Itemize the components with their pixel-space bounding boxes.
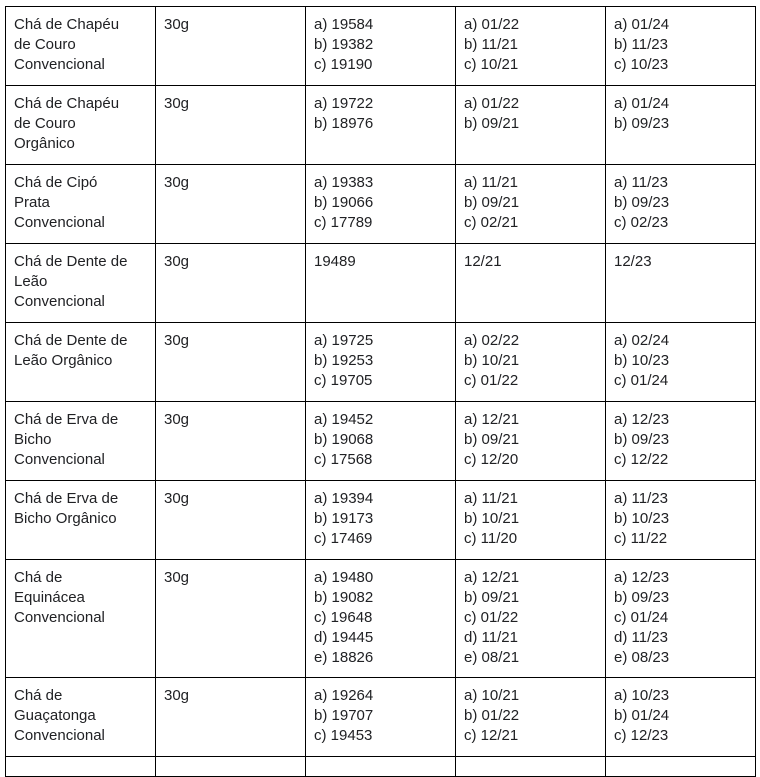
- cell-line: b) 01/22: [464, 707, 520, 724]
- cell-line: a) 19480: [314, 569, 374, 586]
- cell-line: c) 02/21: [464, 214, 519, 231]
- cell-line: b) 09/21: [464, 589, 520, 606]
- cell-line: b) 09/21: [464, 115, 520, 132]
- cell-line: 30g: [164, 16, 190, 33]
- cell-line: b) 19068: [314, 431, 374, 448]
- cell-line: b) 19382: [314, 36, 374, 53]
- cell-line: c) 02/23: [614, 214, 669, 231]
- cell-line: c) 17469: [314, 530, 373, 547]
- cell-line: c) 12/21: [464, 727, 519, 744]
- cell-line: b) 11/21: [464, 36, 518, 53]
- cell-line: a) 19722: [314, 95, 374, 112]
- cell-line: Prata: [14, 194, 50, 211]
- cell-line: c) 19705: [314, 372, 373, 389]
- cell-line: Bicho Orgânico: [14, 510, 117, 527]
- table-row: [6, 165, 756, 244]
- expiry-date-cell: [606, 481, 756, 560]
- cell-line: 30g: [164, 411, 190, 428]
- manufacture-date-cell: [456, 481, 606, 560]
- cell-line: Chá de Dente de: [14, 253, 128, 270]
- table-row: [6, 560, 756, 678]
- lot-numbers-cell: [306, 7, 456, 86]
- cell-line: c) 12/20: [464, 451, 519, 468]
- cell-line: a) 19452: [314, 411, 374, 428]
- manufacture-date-cell: [456, 323, 606, 402]
- expiry-date-cell: [606, 244, 756, 323]
- cell-line: c) 11/20: [464, 530, 518, 547]
- cell-line: c) 12/22: [614, 451, 669, 468]
- cell-line: a) 01/24: [614, 16, 670, 33]
- cell-line: 30g: [164, 95, 190, 112]
- manufacture-date-cell: [456, 402, 606, 481]
- cell-line: b) 01/24: [614, 707, 670, 724]
- product-name-cell: [6, 165, 156, 244]
- cell-line: b) 09/23: [614, 115, 670, 132]
- cell-line: a) 02/24: [614, 332, 670, 349]
- weight-cell: [156, 678, 306, 757]
- cell-line: Guaçatonga: [14, 707, 96, 724]
- cell-line: b) 18976: [314, 115, 374, 132]
- cell-line: c) 10/21: [464, 56, 519, 73]
- cell-line: b) 09/21: [464, 194, 520, 211]
- cell-line: a) 12/21: [464, 569, 520, 586]
- lot-numbers-cell: [306, 244, 456, 323]
- product-lot-table: [5, 6, 756, 777]
- weight-cell: [156, 244, 306, 323]
- lot-numbers-cell: [306, 560, 456, 678]
- cell-line: Equinácea: [14, 589, 85, 606]
- cell-line: a) 01/24: [614, 95, 670, 112]
- cell-line: 30g: [164, 490, 190, 507]
- cell-line: c) 19648: [314, 609, 373, 626]
- weight-cell: [156, 323, 306, 402]
- product-name-cell: [6, 244, 156, 323]
- manufacture-date-cell: [456, 165, 606, 244]
- table-row: [6, 244, 756, 323]
- cell-line: a) 12/23: [614, 569, 670, 586]
- product-name-cell: [6, 560, 156, 678]
- cell-line: b) 09/23: [614, 194, 670, 211]
- cell-line: 30g: [164, 332, 190, 349]
- cell-line: de Couro: [14, 36, 76, 53]
- product-name-cell: [6, 481, 156, 560]
- cell-line: b) 19253: [314, 352, 374, 369]
- cell-line: 30g: [164, 174, 190, 191]
- cell-line: c) 01/22: [464, 609, 519, 626]
- table-row: [6, 402, 756, 481]
- cell-line: a) 11/21: [464, 490, 518, 507]
- cell-line: c) 17789: [314, 214, 373, 231]
- table-row: [6, 323, 756, 402]
- lot-numbers-cell: [306, 165, 456, 244]
- cell-line: a) 11/23: [614, 174, 668, 191]
- cell-line: Chá de Cipó: [14, 174, 98, 191]
- cell-line: c) 01/24: [614, 609, 669, 626]
- cell-line: b) 19707: [314, 707, 374, 724]
- cell-line: a) 19383: [314, 174, 374, 191]
- cell-line: 19489: [314, 253, 356, 270]
- weight-cell: [156, 86, 306, 165]
- cell-line: b) 10/23: [614, 510, 670, 527]
- cell-line: b) 10/21: [464, 352, 520, 369]
- cell-line: c) 01/24: [614, 372, 669, 389]
- product-name-cell: [6, 7, 156, 86]
- cell-line: 30g: [164, 569, 190, 586]
- expiry-date-cell: [606, 7, 756, 86]
- cell-line: Chá de: [14, 687, 63, 704]
- cell-line: Convencional: [14, 727, 105, 744]
- lot-numbers-cell: [306, 481, 456, 560]
- lot-numbers-cell: [306, 86, 456, 165]
- product-name-cell: [6, 86, 156, 165]
- cell-line: Leão Orgânico: [14, 352, 113, 369]
- cell-line: Orgânico: [14, 135, 75, 152]
- cell-line: Chá de Erva de: [14, 490, 119, 507]
- cell-line: a) 19264: [314, 687, 374, 704]
- weight-cell: [156, 7, 306, 86]
- cell-line: 30g: [164, 687, 190, 704]
- manufacture-date-cell: [456, 678, 606, 757]
- cell-line: c) 19190: [314, 56, 373, 73]
- cell-line: d) 11/21: [464, 629, 518, 646]
- cell-line: Chá de Erva de: [14, 411, 119, 428]
- expiry-date-cell: [606, 323, 756, 402]
- cell-line: d) 19445: [314, 629, 374, 646]
- cell-line: a) 19394: [314, 490, 374, 507]
- cell-line: e) 08/21: [464, 649, 520, 666]
- cell-line: b) 11/23: [614, 36, 668, 53]
- cell-line: b) 10/21: [464, 510, 520, 527]
- cell-line: a) 01/22: [464, 95, 520, 112]
- cell-line: a) 10/23: [614, 687, 670, 704]
- cell-line: c) 12/23: [614, 727, 669, 744]
- cell-line: a) 01/22: [464, 16, 520, 33]
- table-row: [6, 481, 756, 560]
- cell-line: Convencional: [14, 56, 105, 73]
- cell-line: c) 19453: [314, 727, 373, 744]
- product-name-cell: [6, 402, 156, 481]
- document-page: [5, 6, 755, 777]
- cell-line: a) 19584: [314, 16, 374, 33]
- cell-line: Chá de Chapéu: [14, 95, 120, 112]
- expiry-date-cell: [606, 165, 756, 244]
- cell-line: b) 19173: [314, 510, 374, 527]
- cell-line: a) 10/21: [464, 687, 520, 704]
- cell-line: a) 12/21: [464, 411, 520, 428]
- cell-line: Bicho: [14, 431, 52, 448]
- cell-line: Chá de Chapéu: [14, 16, 120, 33]
- cell-line: Convencional: [14, 293, 105, 310]
- cell-line: c) 10/23: [614, 56, 669, 73]
- lot-numbers-cell: [306, 402, 456, 481]
- weight-cell: [156, 402, 306, 481]
- cell-line: Leão: [14, 273, 48, 290]
- cell-line: Convencional: [14, 609, 105, 626]
- manufacture-date-cell: [456, 244, 606, 323]
- lot-numbers-cell: [306, 323, 456, 402]
- cell-line: e) 18826: [314, 649, 374, 666]
- manufacture-date-cell: [456, 560, 606, 678]
- cell-line: b) 09/23: [614, 589, 670, 606]
- cell-line: c) 17568: [314, 451, 373, 468]
- cell-line: Chá de: [14, 569, 63, 586]
- weight-cell: [156, 481, 306, 560]
- product-name-cell: [6, 678, 156, 757]
- cell-line: b) 10/23: [614, 352, 670, 369]
- manufacture-date-cell: [456, 86, 606, 165]
- cell-line: a) 19725: [314, 332, 374, 349]
- cell-line: a) 11/21: [464, 174, 518, 191]
- table-row: [6, 678, 756, 757]
- cell-line: b) 09/23: [614, 431, 670, 448]
- cell-line: 30g: [164, 253, 190, 270]
- expiry-date-cell: [606, 560, 756, 678]
- table-row: [6, 7, 756, 86]
- cell-line: b) 19066: [314, 194, 374, 211]
- cell-line: c) 11/22: [614, 530, 668, 547]
- cell-line: a) 02/22: [464, 332, 520, 349]
- cell-line: Chá de Dente de: [14, 332, 128, 349]
- table-row: [6, 86, 756, 165]
- table-body: [6, 7, 756, 777]
- cell-line: de Couro: [14, 115, 76, 132]
- weight-cell: [156, 560, 306, 678]
- cell-line: e) 08/23: [614, 649, 670, 666]
- cell-line: b) 09/21: [464, 431, 520, 448]
- weight-cell: [156, 165, 306, 244]
- expiry-date-cell: [606, 402, 756, 481]
- expiry-date-cell: [606, 678, 756, 757]
- cell-line: d) 11/23: [614, 629, 668, 646]
- expiry-date-cell: [606, 86, 756, 165]
- cell-line: b) 19082: [314, 589, 374, 606]
- cell-line: c) 01/22: [464, 372, 519, 389]
- cell-line: Convencional: [14, 451, 105, 468]
- cell-line: 12/23: [614, 253, 652, 270]
- cell-line: a) 12/23: [614, 411, 670, 428]
- lot-numbers-cell: [306, 678, 456, 757]
- cell-line: Convencional: [14, 214, 105, 231]
- manufacture-date-cell: [456, 7, 606, 86]
- cell-line: a) 11/23: [614, 490, 668, 507]
- product-name-cell: [6, 323, 156, 402]
- cell-line: 12/21: [464, 253, 502, 270]
